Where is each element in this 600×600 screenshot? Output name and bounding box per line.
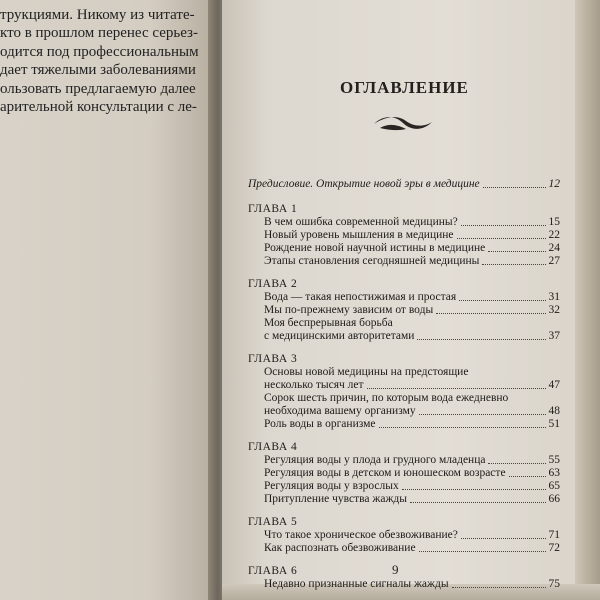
toc-page-number: 65 xyxy=(548,480,560,492)
toc-entry-title: Рождение новой научной истины в медицине xyxy=(264,242,486,254)
toc-entry-title: Регуляция воды у взрослых xyxy=(264,480,399,492)
toc-leader xyxy=(419,414,546,415)
toc-page-number: 27 xyxy=(548,255,560,267)
chapter-heading: ГЛАВА 6 xyxy=(248,565,298,577)
ornament-icon xyxy=(372,112,434,134)
toc-page-number: 55 xyxy=(548,454,560,466)
toc-leader xyxy=(419,551,546,552)
toc-entry[interactable] xyxy=(264,480,560,493)
chapter-heading: ГЛАВА 1 xyxy=(248,203,298,215)
toc-entry[interactable] xyxy=(264,255,560,268)
toc-entry[interactable] xyxy=(264,379,560,392)
toc-entry-title: Предисловие. Открытие новой эры в медицине xyxy=(248,178,480,190)
toc-entry-title-line: Основы новой медицины на предстоящие xyxy=(264,366,469,378)
toc-entry[interactable] xyxy=(264,304,560,317)
toc-entry[interactable] xyxy=(264,216,560,229)
toc-page-number: 72 xyxy=(548,542,560,554)
toc-leader xyxy=(417,339,545,340)
toc-entry-title: Мы по-прежнему зависим от воды xyxy=(264,304,434,316)
page-number: 9 xyxy=(392,562,399,577)
toc-entry[interactable] xyxy=(264,229,560,242)
toc-leader xyxy=(488,463,545,464)
toc-entry[interactable] xyxy=(264,542,560,555)
toc-page-number: 15 xyxy=(548,216,560,228)
left-line: дает тяжелыми заболеваниями xyxy=(0,62,196,79)
toc-page-number: 75 xyxy=(548,578,560,590)
toc-leader xyxy=(379,427,546,428)
chapter-heading: ГЛАВА 5 xyxy=(248,516,298,528)
toc-leader xyxy=(488,251,545,252)
toc-entry-title: Регуляция воды в детском и юношеском возрасте xyxy=(264,467,506,479)
toc-entry-title: Новый уровень мышления в медицине xyxy=(264,229,454,241)
toc-entry-title: Недавно признанные сигналы жажды xyxy=(264,578,449,590)
toc-leader xyxy=(483,187,546,188)
toc-entry-title: несколько тысяч лет xyxy=(264,379,364,391)
toc-entry[interactable] xyxy=(264,242,560,255)
toc-entry-title: Роль воды в организме xyxy=(264,418,376,430)
toc-entry-title: Вода — такая непостижимая и простая xyxy=(264,291,457,303)
toc-page-number: 48 xyxy=(548,405,560,417)
toc-page-number: 31 xyxy=(548,291,560,303)
toc-page-number: 12 xyxy=(548,178,560,190)
toc-leader xyxy=(410,502,546,503)
page-edges-right xyxy=(575,0,600,600)
toc-leader xyxy=(461,538,546,539)
left-line: трукциями. Никому из читате- xyxy=(0,7,195,23)
toc-page-number: 37 xyxy=(548,330,560,342)
left-page xyxy=(0,0,214,600)
toc-entry-title: В чем ошибка современной медицины? xyxy=(264,216,458,228)
left-line: одится под профессиональным xyxy=(0,43,199,60)
toc-entry-title: Что такое хроническое обезвоживание? xyxy=(264,529,458,541)
toc-leader xyxy=(482,264,545,265)
toc-leader xyxy=(457,238,546,239)
table-of-contents xyxy=(248,178,560,591)
left-line: арительной консультации с ле- xyxy=(0,99,197,116)
toc-page-number: 24 xyxy=(548,242,560,254)
toc-entry[interactable] xyxy=(264,467,560,480)
toc-entry[interactable] xyxy=(264,405,560,418)
toc-leader xyxy=(402,489,546,490)
toc-entry[interactable] xyxy=(264,454,560,467)
toc-leader xyxy=(367,388,546,389)
chapter-heading: ГЛАВА 4 xyxy=(248,441,298,453)
toc-page-number: 47 xyxy=(548,379,560,391)
toc-entry-title-line: Моя беспрерывная борьба xyxy=(264,317,393,329)
toc-leader xyxy=(436,313,545,314)
toc-entry-title: Притупление чувства жажды xyxy=(264,493,407,505)
toc-leader xyxy=(452,587,546,588)
toc-leader xyxy=(509,476,546,477)
toc-entry-title: Как распознать обезвоживание xyxy=(264,542,416,554)
toc-entry[interactable] xyxy=(264,330,560,343)
toc-entry[interactable] xyxy=(264,291,560,304)
toc-page-number: 63 xyxy=(548,467,560,479)
toc-entry-title: необходима вашему организму xyxy=(264,405,416,417)
toc-entry-title: Регуляция воды у плода и грудного младенца xyxy=(264,454,486,466)
toc-entry-title-line: Сорок шесть причин, по которым вода ежедневно xyxy=(264,392,509,404)
toc-preface[interactable] xyxy=(248,178,560,191)
toc-page-number: 71 xyxy=(548,529,560,541)
toc-entry-title: Этапы становления сегодняшней медицины xyxy=(264,255,480,267)
chapter-heading: ГЛАВА 3 xyxy=(248,353,298,365)
toc-entry[interactable] xyxy=(264,578,560,591)
left-line: ользовать предлагаемую далее xyxy=(0,80,196,97)
toc-leader xyxy=(461,225,546,226)
toc-page-number: 66 xyxy=(548,493,560,505)
left-line: кто в прошлом перенес серьез- xyxy=(0,25,198,42)
toc-page-number: 22 xyxy=(548,229,560,241)
toc-entry[interactable] xyxy=(264,493,560,506)
toc-entry[interactable] xyxy=(264,418,560,431)
left-page-text xyxy=(0,6,214,116)
toc-page-number: 51 xyxy=(548,418,560,430)
toc-entry[interactable] xyxy=(264,529,560,542)
chapter-heading: ГЛАВА 2 xyxy=(248,278,298,290)
toc-title: ОГЛАВЛЕНИЕ xyxy=(340,78,469,97)
toc-page-number: 32 xyxy=(548,304,560,316)
toc-entry-title: с медицинскими авторитетами xyxy=(264,330,415,342)
toc-leader xyxy=(459,300,545,301)
